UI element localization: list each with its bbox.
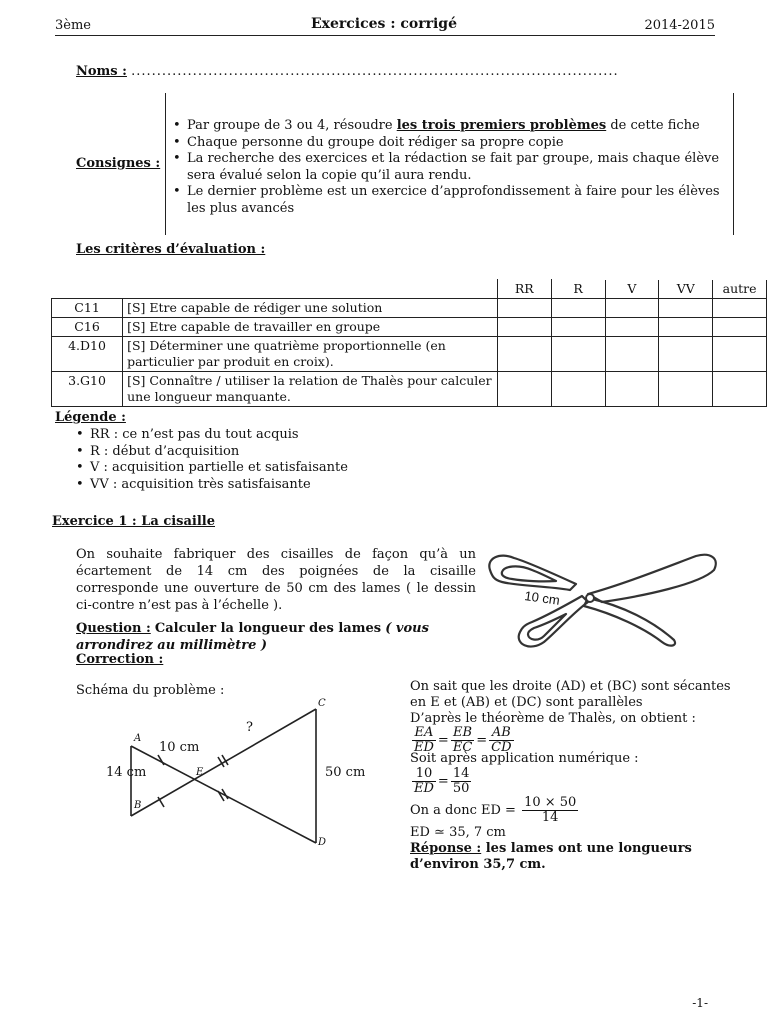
- names-dots: ...............................................................................................: [131, 64, 619, 79]
- criteria-row: [52, 299, 767, 318]
- criteria-code: C16: [52, 318, 123, 337]
- exercise-intro: On souhaite fabriquer des cisailles de façon qu’à un écartement de 14 cm des poignées de la cisaille corresponde une ouverture de 50 cm des lames ( le dessin ci-contre n’est pas à l’échelle ).: [76, 547, 476, 613]
- criteria-cell[interactable]: [713, 299, 767, 318]
- num: EA: [412, 726, 436, 741]
- correction-label: Correction :: [76, 652, 164, 667]
- criteria-table: [51, 279, 767, 407]
- answer-label: Réponse :: [410, 841, 482, 856]
- page-title: Exercices : corrigé: [310, 16, 457, 32]
- ratio-result: [522, 796, 578, 825]
- header-class: 3ème: [55, 18, 91, 33]
- solution-result-line: [410, 796, 740, 825]
- point-e: E: [196, 767, 204, 778]
- criteria-cell[interactable]: [497, 318, 551, 337]
- legend-item: • VV : acquisition très satisfaisante: [76, 477, 348, 494]
- criteria-title: Les critères d’évaluation :: [76, 242, 266, 257]
- upper-handle-hole: [502, 566, 556, 581]
- criteria-cell[interactable]: [497, 372, 551, 407]
- legend-item: • V : acquisition partielle et satisfaisante: [76, 460, 348, 477]
- criteria-cell[interactable]: [713, 372, 767, 407]
- point-d: D: [318, 837, 327, 848]
- legend-title: Légende :: [55, 410, 126, 425]
- instruction-emphasis: les trois premiers problèmes: [396, 118, 607, 133]
- instruction-text: Par groupe de 3 ou 4, résoudre: [187, 118, 397, 133]
- header-blank: [123, 280, 498, 299]
- instructions-list: [173, 118, 725, 217]
- upper-blade: [588, 555, 716, 602]
- header-divider: [55, 35, 715, 36]
- num: 10 × 50: [524, 795, 577, 810]
- label-unknown: ?: [246, 720, 253, 735]
- criteria-cell[interactable]: [713, 337, 767, 372]
- segment-ad: [131, 746, 316, 843]
- criteria-cell[interactable]: [713, 318, 767, 337]
- level-v: V: [605, 280, 659, 299]
- ratio-14-50: [451, 767, 472, 796]
- answer-text: les lames ont une longueurs d’environ 35,7 cm.: [410, 841, 692, 872]
- instruction-item: [173, 118, 725, 135]
- num: EB: [451, 726, 474, 741]
- criteria-cell[interactable]: [551, 299, 605, 318]
- den: ED: [414, 740, 434, 755]
- criteria-code: 4.D10: [52, 337, 123, 372]
- solution-application: Soit après application numérique :: [410, 751, 639, 766]
- thales-ratios: $\frac{EA}{ED}$ = $\frac{EB}{EC}$ = $\frac{AB}{CD}$: [414, 725, 512, 755]
- numeric-ratios: $\frac{10}{ED}$ = $\frac{14}{50}$: [414, 766, 470, 796]
- page-number: -1-: [692, 996, 708, 1010]
- instruction-item: • La recherche des exercices et la rédaction se fait par groupe, mais chaque élève sera évalué selon la copie qu’il aura rendu.: [173, 151, 725, 184]
- point-b: B: [134, 800, 142, 811]
- den: CD: [491, 740, 512, 755]
- label-ae: 10 cm: [159, 740, 200, 755]
- names-label: Noms :: [76, 64, 127, 79]
- den: 14: [541, 810, 559, 825]
- criteria-cell[interactable]: [659, 372, 713, 407]
- num: 14: [452, 766, 470, 781]
- solution-approx: ED ≃ 35, 7 cm: [410, 825, 506, 840]
- instruction-item: • Chaque personne du groupe doit rédiger sa propre copie: [173, 135, 725, 152]
- den: ED: [414, 781, 434, 796]
- solution-hypothesis: On sait que les droite (AD) et (BC) sont sécantes en E et (AB) et (DC) sont parallèles: [410, 679, 731, 710]
- pivot-icon: [586, 594, 594, 602]
- criteria-code: C11: [52, 299, 123, 318]
- criteria-cell[interactable]: [605, 372, 659, 407]
- criteria-cell[interactable]: [551, 372, 605, 407]
- criteria-desc: [S] Connaître / utiliser la relation de Thalès pour calculer une longueur manquante.: [123, 372, 498, 407]
- criteria-row: [52, 337, 767, 372]
- criteria-cell[interactable]: [605, 318, 659, 337]
- criteria-desc: [S] Etre capable de rédiger une solution: [123, 299, 498, 318]
- criteria-desc: [S] Etre capable de travailler en groupe: [123, 318, 498, 337]
- label-cd: 50 cm: [325, 765, 366, 780]
- result-prefix: On a donc ED =: [410, 803, 516, 818]
- criteria-cell[interactable]: [605, 337, 659, 372]
- solution-theorem: D’après le théorème de Thalès, on obtient :: [410, 711, 696, 726]
- level-autre: autre: [713, 280, 767, 299]
- num: 10: [412, 767, 436, 782]
- question-note: ( vous arrondirez au millimètre ): [76, 621, 429, 653]
- legend-item: • R : début d’acquisition: [76, 444, 348, 461]
- instructions-label: Consignes :: [76, 156, 161, 171]
- criteria-cell[interactable]: [659, 299, 713, 318]
- criteria-cell[interactable]: [497, 299, 551, 318]
- instruction-text: de cette fiche: [606, 118, 700, 133]
- criteria-cell[interactable]: [605, 299, 659, 318]
- num: AB: [489, 726, 513, 741]
- schema-label: Schéma du problème :: [76, 683, 225, 698]
- criteria-cell[interactable]: [659, 337, 713, 372]
- scissors-image: [484, 548, 724, 658]
- exercise-title: Exercice 1 : La cisaille: [52, 514, 216, 529]
- question-label: Question :: [76, 621, 151, 636]
- level-rr: RR: [497, 280, 551, 299]
- lower-blade: [584, 598, 675, 646]
- criteria-header-row: [52, 280, 767, 299]
- names-line: [76, 64, 619, 79]
- scissors-length-label: 10 cm: [523, 588, 561, 608]
- label-ab: 14 cm: [106, 765, 147, 780]
- level-r: R: [551, 280, 605, 299]
- criteria-cell[interactable]: [659, 318, 713, 337]
- criteria-row: [52, 318, 767, 337]
- question-text: Calculer la longueur des lames: [154, 621, 382, 636]
- instruction-item: • Le dernier problème est un exercice d’approfondissement à faire pour les élèves les plus avancés: [173, 184, 725, 217]
- den: EC: [452, 740, 473, 755]
- point-a: A: [134, 733, 142, 744]
- point-c: C: [318, 698, 326, 709]
- solution: [410, 679, 740, 873]
- criteria-code: 3.G10: [52, 372, 123, 407]
- den: 50: [452, 781, 470, 796]
- level-vv: VV: [659, 280, 713, 299]
- solution-answer: [410, 841, 740, 873]
- criteria-desc: [S] Déterminer une quatrième proportionnelle (en particulier par produit en croix).: [123, 337, 498, 372]
- legend-list: [76, 427, 348, 493]
- criteria-cell[interactable]: [551, 337, 605, 372]
- criteria-cell[interactable]: [497, 337, 551, 372]
- criteria-row: [52, 372, 767, 407]
- question: [76, 621, 476, 654]
- header-blank: [52, 280, 123, 299]
- ratio-10-ed: [412, 767, 436, 796]
- thales-figure: [100, 693, 400, 858]
- header-year: 2014-2015: [644, 18, 715, 33]
- legend-item: • RR : ce n’est pas du tout acquis: [76, 427, 348, 444]
- criteria-cell[interactable]: [551, 318, 605, 337]
